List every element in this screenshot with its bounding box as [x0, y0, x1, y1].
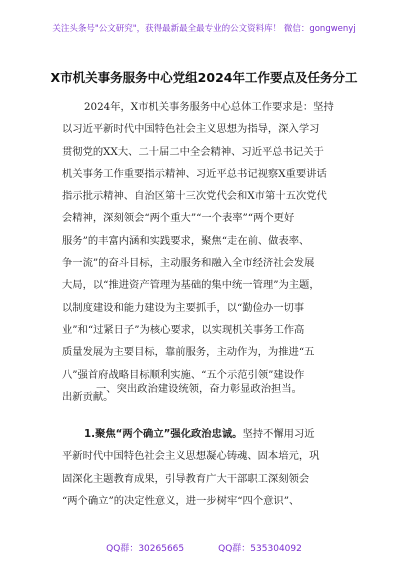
paragraph-line: 平新时代中国特色社会主义思想凝心铸魂、固本培元，巩: [62, 450, 320, 463]
paragraph-section-1: [62, 423, 352, 512]
paragraph-line: 固深化主题教育成果，引导教育广大干部职工深刻领会: [62, 472, 310, 485]
paragraph-line: 争一流”的奋斗目标，主动服务和融入全市经济社会发展: [62, 257, 315, 270]
paragraph-intro: [62, 96, 352, 408]
paragraph-line: [62, 423, 352, 445]
paragraph-line: 质量发展为主要目标，靠前服务，主动作为，为推进“五: [62, 346, 315, 359]
paragraph-line: 机关事务工作重要指示精神、习近平总书记视察X重要讲话: [62, 167, 327, 180]
section-heading: 一、突出政治建设统领，奋力彰显政治担当。: [96, 383, 302, 395]
paragraph-line: 以制度建设和能力建设为主要抓手，以“勤俭办一切事: [62, 301, 305, 314]
paragraph-line: 大局，以“推进资产管理为基础的集中统一管理”为主题，: [62, 279, 320, 292]
qq-group-2: QQ群：535304092: [218, 544, 302, 554]
paragraph-text: 坚持不懈用习近: [242, 428, 315, 440]
paragraph-line: 以习近平新时代中国特色社会主义思想为指导，深入学习: [62, 123, 320, 136]
subsection-heading: 1.聚焦“两个确立”强化政治忠诚。: [84, 428, 243, 440]
paragraph-line: 出新贡献。: [62, 390, 114, 403]
paragraph-line: 服务”的丰富内涵和实践要求，聚焦“走在前、做表率、: [62, 234, 310, 247]
document-title: X市机关事务服务中心党组2024年工作要点及任务分工: [50, 70, 358, 85]
header-banner: 关注头条号"公文研究"，获得最新最全最专业的公文资料库！ 微信：gongwenyj: [52, 24, 356, 34]
paragraph-line: 指示批示精神、自治区第十三次党代会和X市第十五次党代: [62, 190, 327, 203]
qq-group-1: QQ群：30265665: [106, 544, 185, 554]
paragraph-line: 2024年，X市机关事务服务中心总体工作要求是：坚持: [84, 101, 334, 113]
paragraph-line: 业”和“过紧日子”为核心要求，以实现机关事务工作高: [62, 323, 305, 336]
footer-contact: [0, 541, 408, 554]
paragraph-line: 贯彻党的XX大、二十届二中全会精神、习近平总书记关于: [62, 145, 324, 158]
paragraph-line: “两个确立”的决定性意义，进一步树牢“四个意识”、: [62, 494, 300, 507]
paragraph-line: 会精神，深刻领会“两个重大”“一个表率”“两个更好: [62, 212, 295, 225]
paragraph-line: 八”强首府战略目标顺利实施、“五个示范引领”建设作: [62, 368, 305, 381]
